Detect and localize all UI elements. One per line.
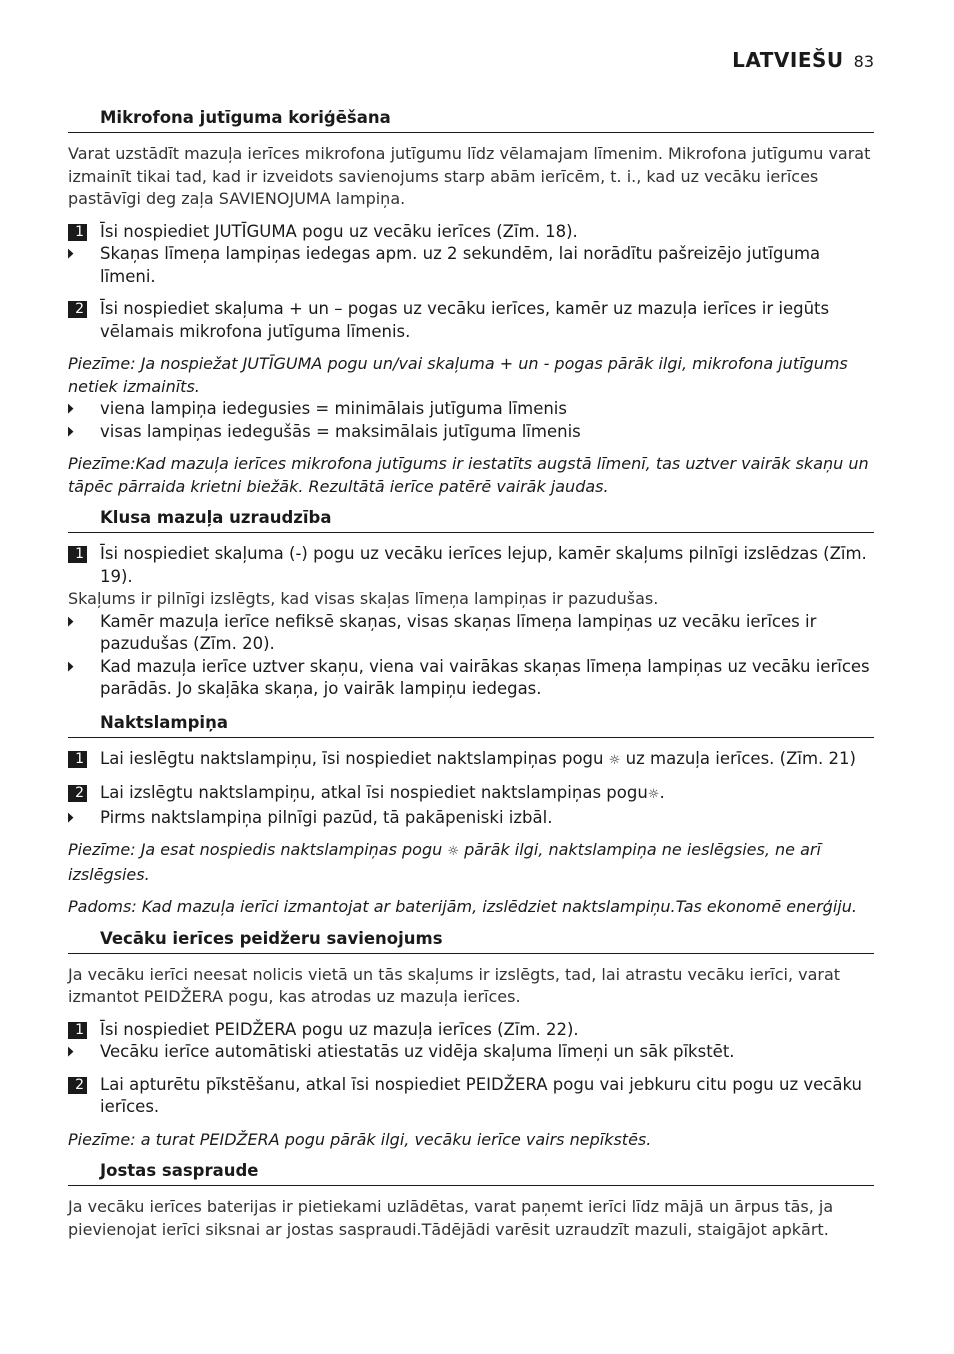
- silent-bullet-2: [68, 656, 874, 701]
- silent-step-1: [68, 543, 874, 588]
- silent-text: Skaļums ir pilnīgi izslēgts, kad visas skaļas līmeņa lampiņas ir pazudušas.: [68, 589, 659, 608]
- note-text: Piezīme: Ja esat nospiedis naktslampiņas pogu: [68, 840, 443, 859]
- nightlight-tip: Padoms: Kad mazuļa ierīci izmantojat ar baterijām, izslēdziet naktslampiņu.Tas ekonomē enerģiju.: [68, 897, 857, 916]
- microphone-intro: Varat uzstādīt mazuļa ierīces mikrofona jutīgumu līdz vēlamajam līmenim. Mikrofona jutīgumu varat izmainīt tikai tad, kad ir izveidots savienojums starp abām ierīcēm, t. i., kad uz vecāku ierīces pastāvīgi deg zaļa SAVIENOJUMA lampiņa.: [68, 144, 871, 208]
- microphone-bullet-3: [68, 421, 874, 444]
- bullet-text: Kad mazuļa ierīce uztver skaņu, viena vai vairākas skaņas līmeņa lampiņas uz vecāku ierīces parādās. Jo skaļāka skaņa, jo vairāk lampiņu iedegas.: [100, 656, 870, 698]
- pager-step-2: [68, 1074, 874, 1119]
- step-text: Lai ieslēgtu naktslampiņu, īsi nospiediet naktslampiņas pogu: [100, 748, 604, 768]
- note-text-end: pārāk ilgi, naktslampiņa ne ieslēgsies, ne arī izslēgsies.: [68, 840, 821, 884]
- step-text: Lai izslēgtu naktslampiņu, atkal īsi nospiediet naktslampiņas pogu: [100, 783, 648, 802]
- bullet-icon: ▶: [68, 658, 74, 674]
- step-number: 1: [68, 546, 87, 563]
- bullet-text: visas lampiņas iedegušās = maksimālais jutīguma līmenis: [100, 421, 581, 441]
- nightlight-note: [68, 839, 874, 886]
- step-text: Īsi nospiediet skaļuma (-) pogu uz vecāku ierīces lejup, kamēr skaļums pilnīgi izslēdzas (Zīm. 19).: [100, 544, 867, 586]
- bullet-text: Kamēr mazuļa ierīce nefiksē skaņas, visas skaņas līmeņa lampiņas uz vecāku ierīces ir pazudušas (Zīm. 20).: [100, 611, 817, 653]
- step-number: 1: [68, 224, 87, 241]
- microphone-note-2: Piezīme:Kad mazuļa ierīces mikrofona jutīgums ir iestatīts augstā līmenī, tas uztver vairāk skaņu un tāpēc pārraida krietni biežāk. Rezultātā ierīce patērē vairāk jaudas.: [68, 454, 869, 496]
- bullet-text: viena lampiņa iedegusies = minimālais jutīguma līmenis: [100, 399, 567, 418]
- step-text: Īsi nospiediet PEIDŽERA pogu uz mazuļa ierīces (Zīm. 22).: [100, 1019, 579, 1039]
- step-text: Īsi nospiediet skaļuma + un – pogas uz vecāku ierīces, kamēr uz mazuļa ierīces ir iegūts vēlamais mikrofona jutīguma līmenis.: [100, 299, 830, 341]
- microphone-note-1: Piezīme: Ja nospiežat JUTĪGUMA pogu un/vai skaļuma + un - pogas pārāk ilgi, mikrofona jutīgums netiek izmainīts.: [68, 354, 848, 396]
- step-text-end: uz mazuļa ierīces. (Zīm. 21): [625, 748, 856, 768]
- language-label: LATVIEŠU: [732, 48, 844, 72]
- microphone-step-2: [68, 298, 874, 343]
- bullet-icon: ▶: [68, 809, 74, 825]
- page-number: 83: [853, 52, 874, 71]
- step-number: 1: [68, 1022, 87, 1039]
- nightlight-icon: ☼: [608, 752, 621, 768]
- nightlight-icon: ☼: [647, 787, 660, 802]
- bullet-icon: ▶: [68, 246, 74, 261]
- step-number: 2: [68, 301, 87, 318]
- page-content: [68, 106, 874, 1251]
- bullet-icon: ▶: [68, 401, 74, 416]
- nightlight-step-1: [68, 748, 874, 773]
- section-title-nightlight: Naktslampiņa: [68, 711, 874, 738]
- microphone-bullet-1: [68, 243, 874, 288]
- pager-intro: Ja vecāku ierīci neesat nolicis vietā un tās skaļums ir izslēgts, tad, lai atrastu vecāku ierīci, varat izmantot PEIDŽERA pogu, kas atrodas uz mazuļa ierīces.: [68, 964, 841, 1006]
- microphone-step-1: [68, 221, 874, 244]
- step-text: Īsi nospiediet JUTĪGUMA pogu uz vecāku ierīces (Zīm. 18).: [100, 221, 578, 241]
- pager-step-1: [68, 1019, 874, 1042]
- step-number: 2: [68, 1077, 87, 1094]
- nightlight-step-2: [68, 782, 874, 807]
- nightlight-bullet-1: [68, 807, 874, 830]
- step-text-end: .: [659, 783, 665, 802]
- pager-bullet-1: [68, 1041, 874, 1064]
- bullet-icon: ▶: [68, 613, 74, 629]
- page-header: [732, 48, 874, 72]
- step-number: 1: [68, 751, 87, 768]
- bullet-icon: ▶: [68, 423, 74, 439]
- bullet-text: Pirms naktslampiņa pilnīgi pazūd, tā pakāpeniski izbāl.: [100, 807, 553, 827]
- step-number: 2: [68, 785, 87, 802]
- section-title-beltclip: Jostas saspraude: [68, 1159, 874, 1186]
- section-title-pager: Vecāku ierīces peidžeru savienojums: [68, 927, 874, 954]
- silent-bullet-1: [68, 611, 874, 656]
- bullet-icon: ▶: [68, 1044, 74, 1059]
- bullet-text: Vecāku ierīce automātiski atiestatās uz vidēja skaļuma līmeņi un sāk pīkstēt.: [100, 1042, 735, 1061]
- nightlight-icon: ☼: [447, 844, 459, 859]
- step-text: Lai apturētu pīkstēšanu, atkal īsi nospiediet PEIDŽERA pogu vai jebkuru citu pogu uz vecāku ierīces.: [100, 1074, 862, 1116]
- pager-note: Piezīme: a turat PEIDŽERA pogu pārāk ilgi, vecāku ierīce vairs nepīkstēs.: [68, 1129, 652, 1149]
- beltclip-text: Ja vecāku ierīces baterijas ir pietiekami uzlādētas, varat paņemt ierīci līdz mājā un ārpus tās, ja pievienojat ierīci siksnai ar jostas saspraudi.Tādējādi varēsit uzraudzīt mazuli, staigājot apkārt.: [68, 1197, 834, 1239]
- section-title-microphone: Mikrofona jutīguma koriģēšana: [68, 106, 874, 133]
- bullet-text: Skaņas līmeņa lampiņas iedegas apm. uz 2 sekundēm, lai norādītu pašreizējo jutīguma līmeni.: [100, 244, 821, 286]
- microphone-bullet-2: [68, 398, 874, 421]
- section-title-silent: Klusa mazuļa uzraudzība: [68, 506, 874, 533]
